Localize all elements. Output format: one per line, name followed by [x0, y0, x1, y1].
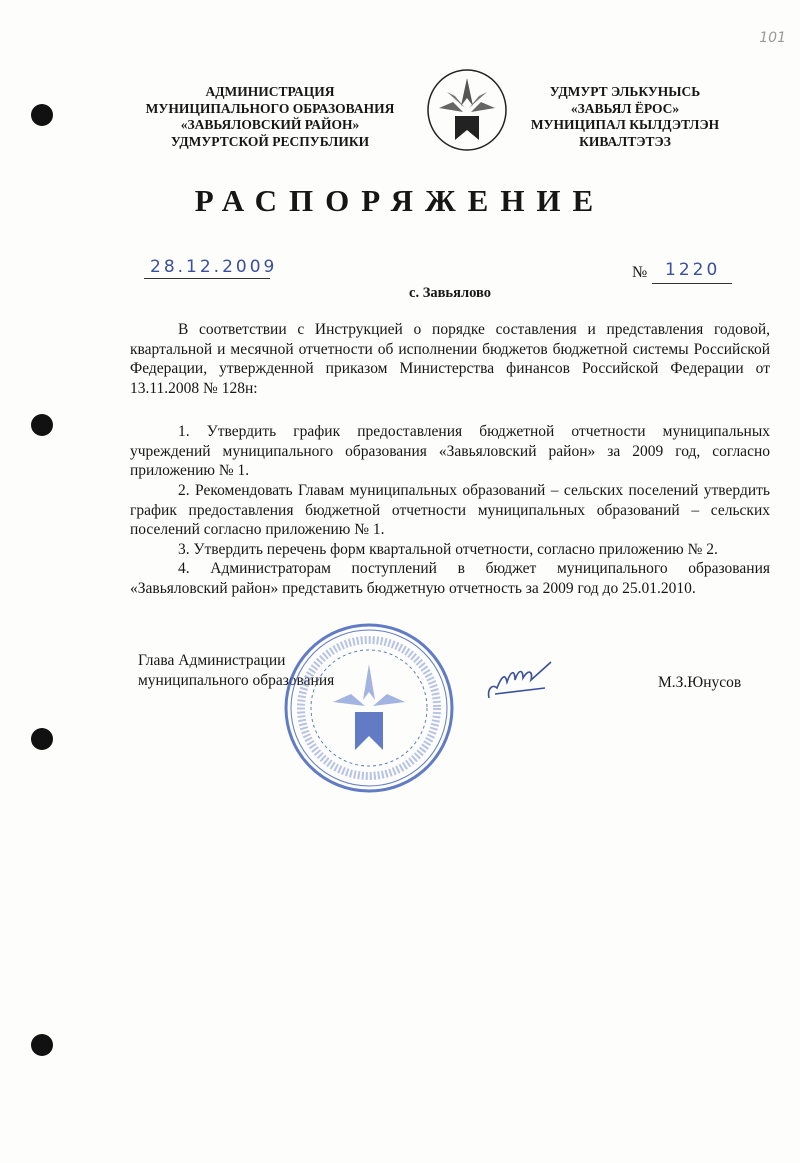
header-left-line: «ЗАВЬЯЛОВСКИЙ РАЙОН»	[180, 117, 360, 132]
item-3: 3. Утвердить перечень форм квартальной отчетности, согласно приложению № 2.	[178, 541, 718, 558]
page-number-note: 101	[759, 30, 786, 46]
number-underline	[652, 283, 732, 284]
punch-hole	[31, 414, 53, 436]
coat-of-arms-icon	[425, 68, 509, 152]
header-right-line: МУНИЦИПАЛ КЫЛДЭТЛЭН	[530, 117, 720, 132]
number-handwritten: 1220	[665, 260, 721, 280]
header-left-line: МУНИЦИПАЛЬНОГО ОБРАЗОВАНИЯ	[145, 100, 395, 116]
date-handwritten: 28.12.2009	[150, 257, 278, 277]
preamble: В соответствии с Инструкцией о порядке составления и представления годовой, квартальной и месячной отчетности об исполнении бюджетов бюджетной системы Российской Федерации, утвержденной приказом Министерства финансов Российской Федерации от 13.11.2008 № 128н:	[130, 321, 770, 397]
signatory-name: М.З.Юнусов	[658, 674, 742, 691]
item-4: 4. Администраторам поступлений в бюджет муниципального образования «Завьяловский район» представить бюджетную отчетность за 2009 год до 25.01.2010.	[130, 560, 770, 597]
header-left-line: АДМИНИСТРАЦИЯ	[205, 84, 335, 99]
punch-hole	[31, 728, 53, 750]
position-line: муниципального образования	[138, 672, 335, 689]
place: с. Завьялово	[409, 285, 491, 301]
signature-icon	[485, 658, 555, 703]
punch-hole	[31, 1034, 53, 1056]
position-line: Глава Администрации	[138, 652, 286, 669]
punch-hole	[31, 104, 53, 126]
header-right-line: «ЗАВЬЯЛ ЁРОС»	[570, 100, 680, 116]
item-2: 2. Рекомендовать Главам муниципальных образований – сельских поселений утвердить график предоставления бюджетной отчетности муниципальных образований – сельских поселений согласно приложению № 1.	[130, 482, 770, 538]
date-underline	[144, 278, 270, 279]
official-stamp-icon	[283, 622, 455, 794]
header-left-line: УДМУРТСКОЙ РЕСПУБЛИКИ	[170, 133, 370, 149]
header-left	[130, 84, 410, 150]
header-right-line: УДМУРТ ЭЛЬКУНЫСЬ	[549, 84, 701, 99]
header-right-line: КИВАЛТЭТЭЗ	[579, 133, 671, 149]
number-label: №	[632, 264, 648, 281]
header-right	[520, 84, 730, 150]
item-1: 1. Утвердить график предоставления бюджетной отчетности муниципальных учреждений муниципального образования «Завьяловский район» за 2009 год, согласно приложению № 1.	[130, 423, 770, 479]
document-title: РАСПОРЯЖЕНИЕ	[194, 183, 606, 218]
